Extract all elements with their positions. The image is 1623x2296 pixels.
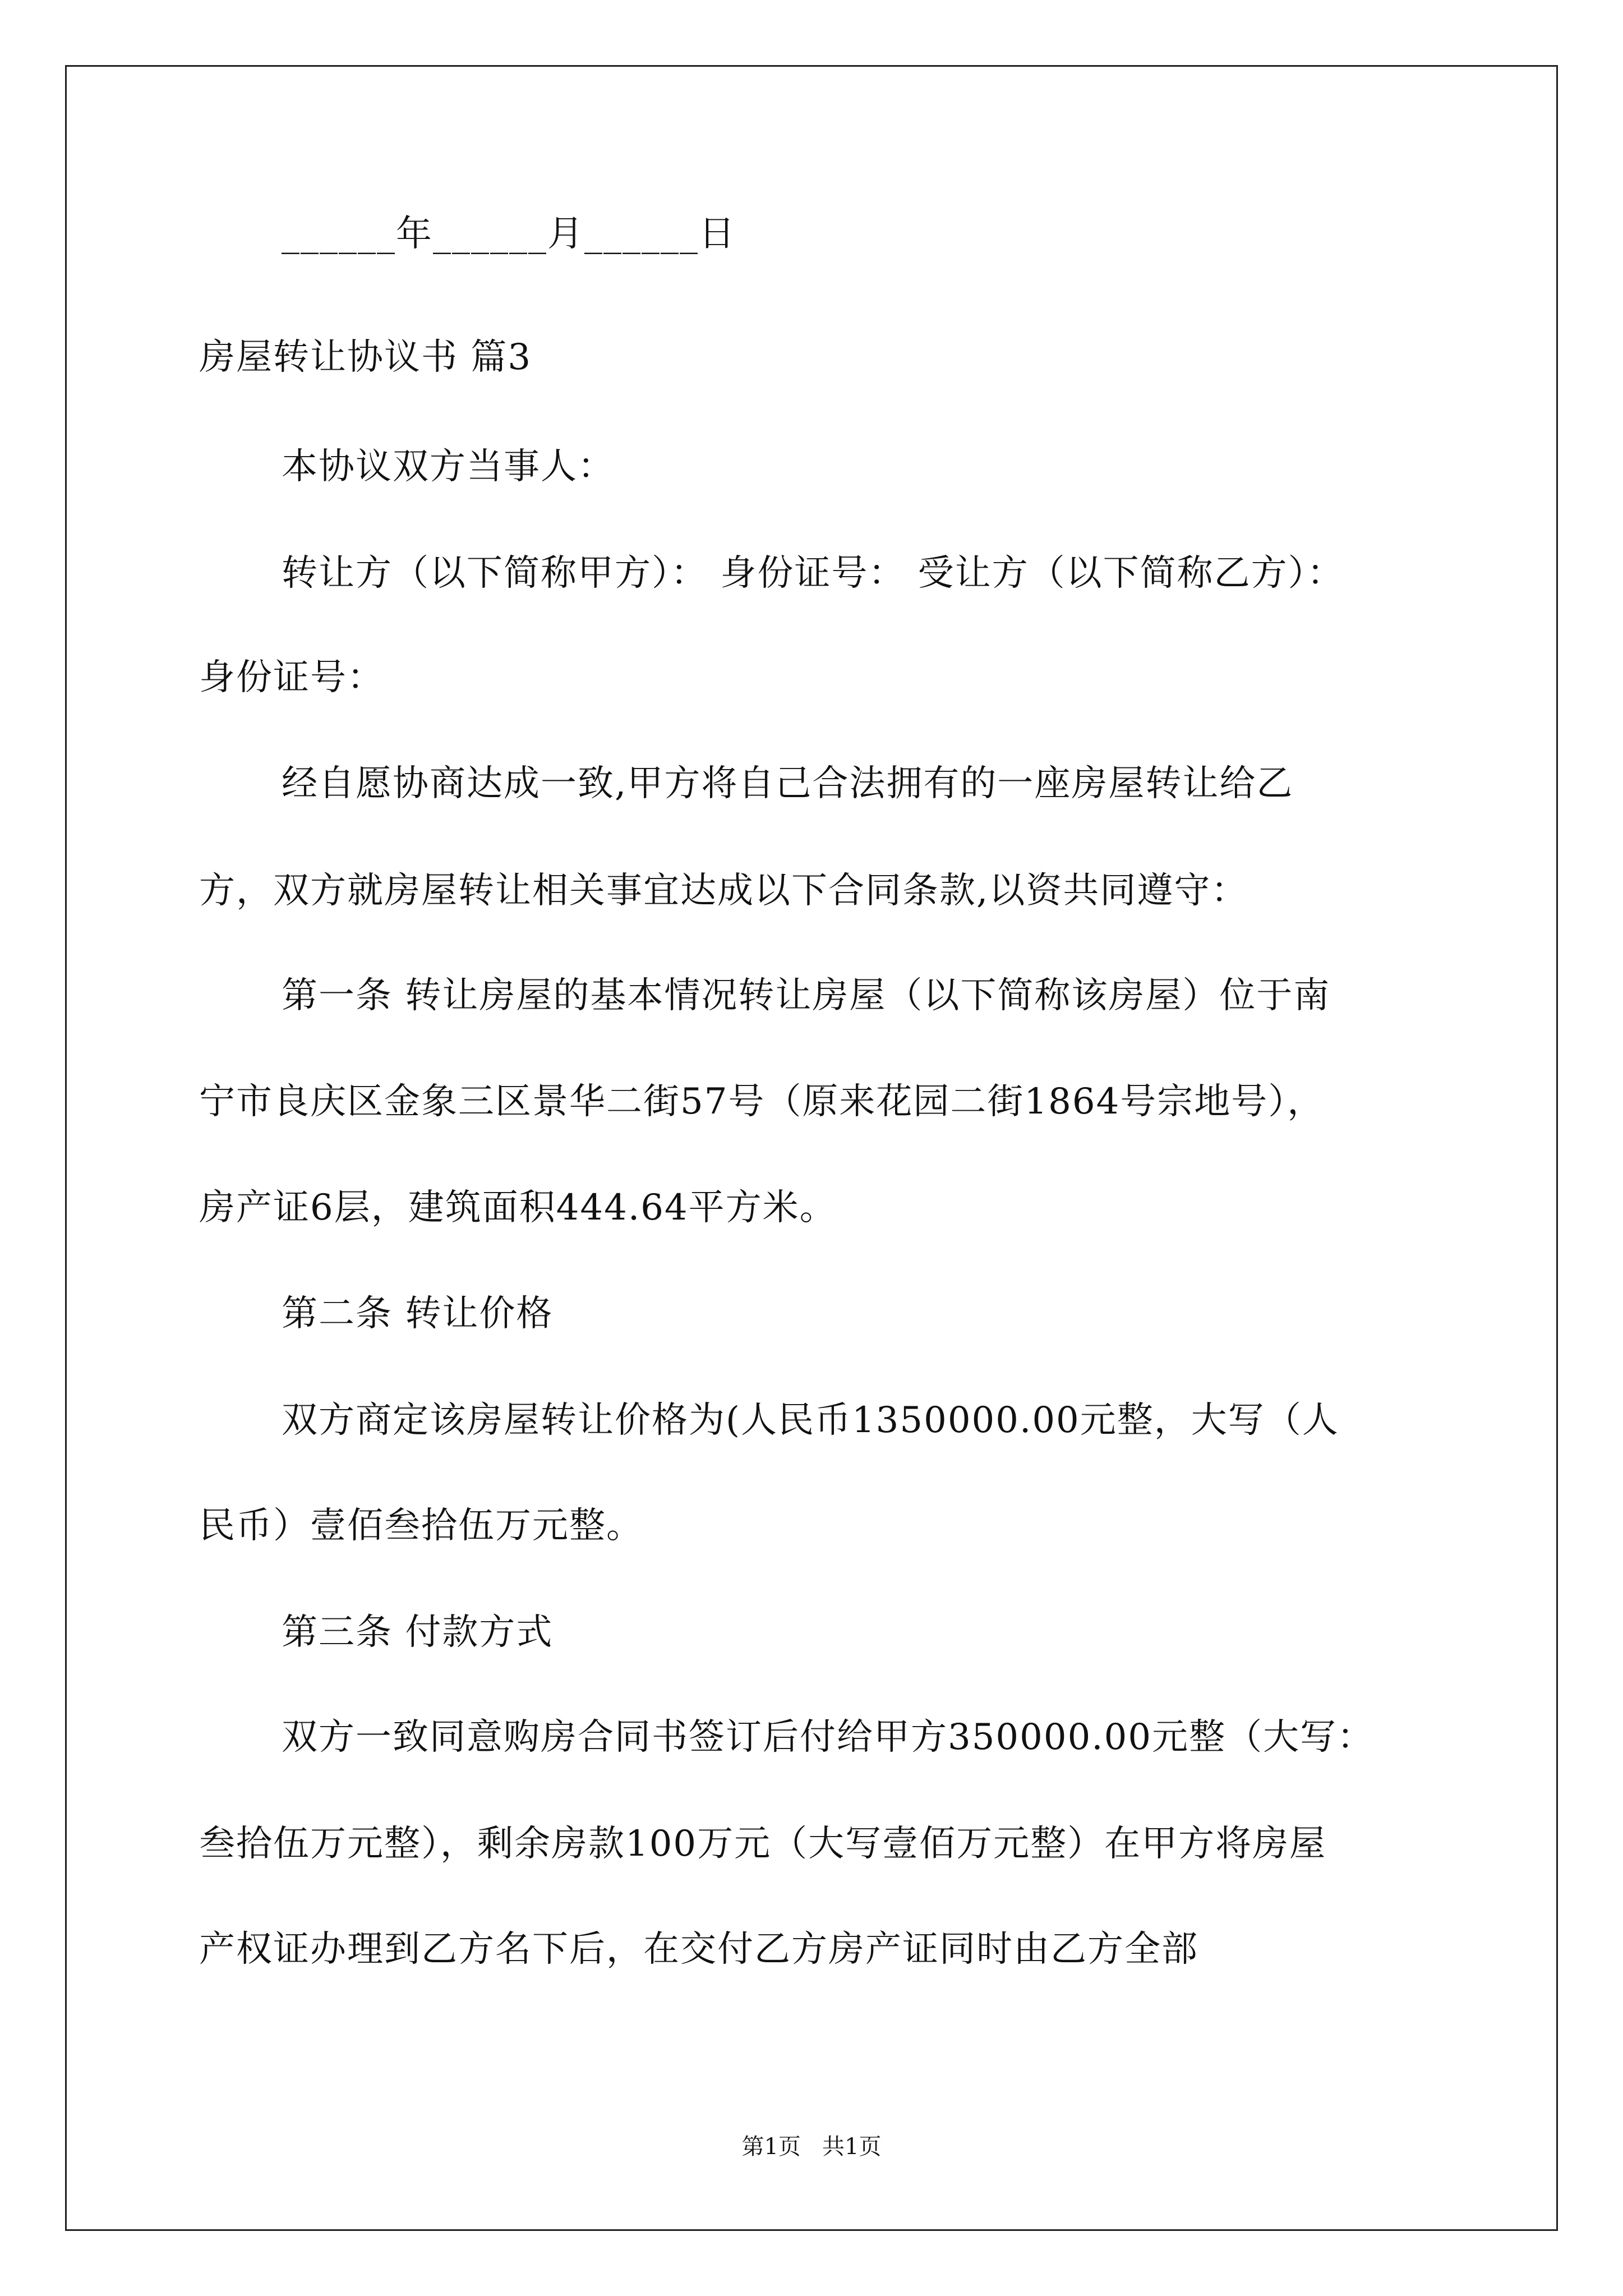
section-heading: 房屋转让协议书 篇3 (199, 337, 532, 378)
page-footer: 第1页 共1页 (741, 2134, 882, 2160)
article-one-line: 第一条 转让房屋的基本情况转让房屋（以下简称该房屋）位于南 (282, 975, 1331, 1016)
paragraph-line: 双方商定该房屋转让价格为(人民币1350000.00元整，大写（人 (282, 1400, 1339, 1441)
paragraph-line: 民币）壹佰叁拾伍万元整。 (199, 1505, 643, 1547)
article-two-heading: 第二条 转让价格 (282, 1293, 554, 1335)
paragraph-line: 经自愿协商达成一致,甲方将自己合法拥有的一座房屋转让给乙 (282, 763, 1294, 804)
paragraph-line: 方，双方就房屋转让相关事宜达成以下合同条款,以资共同遵守： (199, 870, 1248, 912)
paragraph-line: 本协议双方当事人： (282, 446, 615, 487)
paragraph-line: 转让方（以下简称甲方）： 身份证号： 受让方（以下简称乙方）： (282, 553, 1344, 594)
page-border (65, 65, 1558, 2231)
paragraph-line: 身份证号： (199, 657, 384, 698)
paragraph-line: 产权证办理到乙方名下后，在交付乙方房产证同时由乙方全部 (199, 1929, 1198, 1970)
paragraph-line: 叁拾伍万元整），剩余房款100万元（大写壹佰万元整）在甲方将房屋 (199, 1823, 1327, 1865)
paragraph-line: 房产证6层，建筑面积444.64平方米。 (199, 1187, 837, 1228)
date-line: ______年______月______日 (282, 213, 736, 255)
paragraph-line: 双方一致同意购房合同书签订后付给甲方350000.00元整（大写： (282, 1717, 1375, 1758)
paragraph-line: 宁市良庆区金象三区景华二街57号（原来花园二街1864号宗地号）， (199, 1081, 1325, 1122)
article-three-heading: 第三条 付款方式 (282, 1612, 554, 1653)
